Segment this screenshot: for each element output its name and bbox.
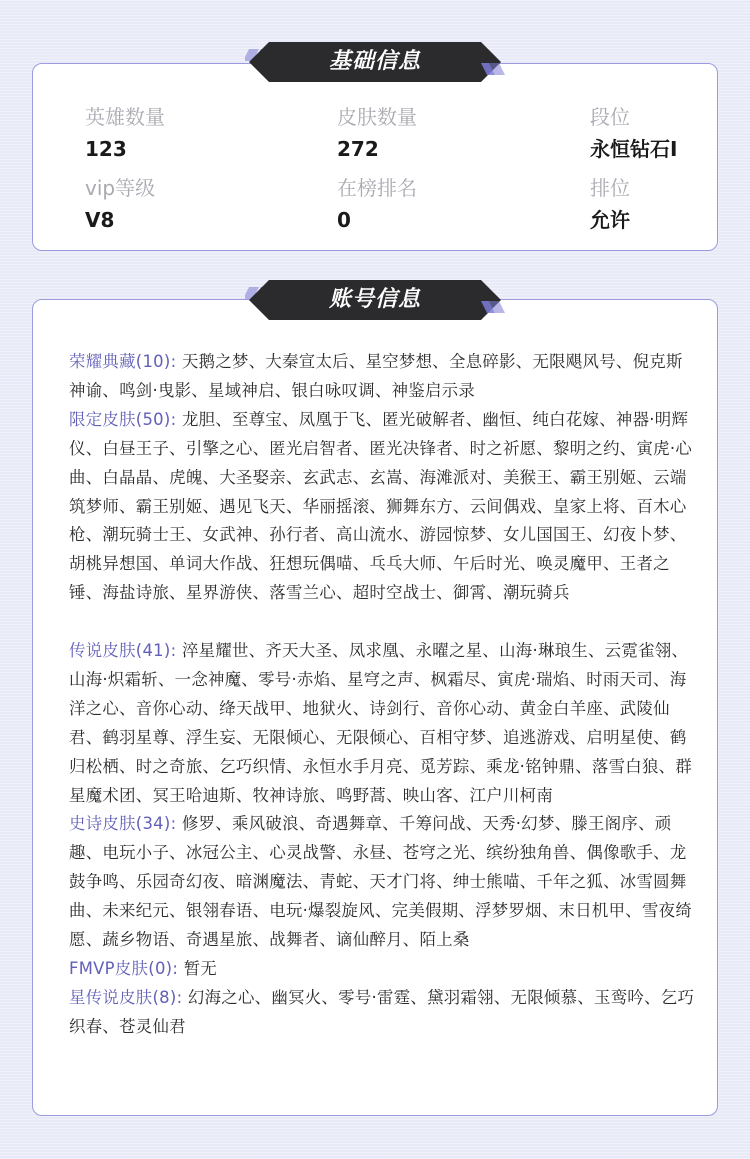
stat-value: 272 (337, 137, 379, 161)
section-label: 限定皮肤(50): (69, 409, 177, 429)
section-glory-collection (69, 348, 697, 406)
stat-hero-count (85, 104, 165, 162)
basic-info-title-banner (245, 39, 505, 85)
section-text: 修罗、乘风破浪、奇遇舞章、千筹问战、天秀·幻梦、滕王阁序、顽趣、电玩小子、冰冠公主、心灵战警、永昼、苍穹之光、缤纷独角兽、偶像歌手、龙鼓争鸣、乐园奇幻夜、暗渊魔法、青蛇、天才门将、绅士熊喵、千年之狐、冰雪圆舞曲、未来纪元、银翎春语、电玩·爆裂旋风、完美假期、浮梦罗烟、末日机甲、雪夜绮愿、蔬乡物语、奇遇星旅、战舞者、谪仙醉月、陌上桑 (69, 814, 693, 950)
stat-value: 允许 (590, 208, 630, 232)
stat-value: V8 (85, 208, 115, 232)
account-info-card (32, 299, 718, 1116)
stat-label: 在榜排名 (337, 176, 417, 200)
stat-value: 0 (337, 208, 351, 232)
basic-info-card (32, 63, 718, 251)
stat-rank-tier (590, 104, 677, 162)
section-text: 暂无 (183, 959, 218, 979)
section-label: FMVP皮肤(0): (69, 959, 179, 979)
stat-label: vip等级 (85, 176, 156, 200)
stat-leaderboard-rank (337, 175, 417, 233)
section-legendary-skins (69, 637, 697, 810)
stat-label: 英雄数量 (85, 105, 165, 129)
section-label: 荣耀典藏(10): (69, 352, 177, 371)
account-info-title-banner (245, 277, 505, 323)
stat-label: 段位 (590, 105, 630, 129)
section-label: 史诗皮肤(34): (69, 814, 177, 834)
stat-value: 123 (85, 137, 127, 161)
section-text: 天鹅之梦、大秦宣太后、星空梦想、全息碎影、无限飓风号、倪克斯神谕、鸣剑·曳影、星域神启、银白咏叹调、神鉴启示录 (69, 352, 683, 400)
section-label: 传说皮肤(41): (69, 641, 177, 661)
stat-vip-level (85, 175, 155, 233)
stat-skin-count (337, 104, 417, 162)
basic-info-title: 基础信息 (328, 49, 421, 74)
account-info-title: 账号信息 (328, 287, 421, 312)
stat-label: 皮肤数量 (337, 105, 417, 129)
section-label: 星传说皮肤(8): (69, 987, 183, 1007)
section-star-legend-skins (69, 984, 697, 1042)
section-text: 幻海之心、幽冥火、零号·雷霆、黛羽霜翎、无限倾慕、玉鸾吟、乞巧织春、苍灵仙君 (69, 987, 695, 1036)
section-text: 龙胆、至尊宝、凤凰于飞、匿光破解者、幽恒、纯白花嫁、神器·明辉仪、白昼王子、引擎之心、匿光启智者、匿光决锋者、时之祈愿、黎明之约、寅虎·心曲、白晶晶、虎魄、大圣娶亲、玄武志、玄嵩、海滩派对、美猴王、霸王别姬、云端筑梦师、霸王别姬、遇见飞天、华丽摇滚、狮舞东方、云间偶戏、皇家上将、百木心枪、潮玩骑士王、女武神、孙行者、高山流水、游园惊梦、女儿国国王、幻夜卜梦、胡桃异想国、单词大作战、狂想玩偶喵、乓乓大师、午后时光、唤灵魔甲、王者之锤、海盐诗旅、星界游侠、落雪兰心、超时空战士、御霄、潮玩骑兵 (69, 409, 693, 603)
stat-value: 永恒钻石I (590, 137, 678, 161)
skin-sections (69, 348, 697, 1042)
stat-ranked-allowed (590, 175, 630, 233)
section-epic-skins (69, 810, 697, 955)
section-limited-skins (69, 406, 697, 608)
section-fmvp-skins (69, 955, 697, 984)
stat-label: 排位 (590, 176, 630, 200)
section-text: 淬星耀世、齐天大圣、凤求凰、永曜之星、山海·琳琅生、云霓雀翎、山海·炽霜斩、一念神魔、零号·赤焰、星穹之声、枫霜尽、寅虎·瑞焰、时雨天司、海洋之心、音你心动、绛天战甲、地狱火、诗剑行、音你心动、黄金白羊座、武陵仙君、鹤羽星尊、浮生妄、无限倾心、无限倾心、百相守梦、追逃游戏、启明星使、鹤归松栖、时之奇旅、乞巧织情、永恒水手月亮、觅芳踪、乘龙·铭钟鼎、落雪白狼、群星魔术团、冥王哈迪斯、牧神诗旅、鸣野蒿、映山客、江户川柯南 (69, 641, 693, 805)
